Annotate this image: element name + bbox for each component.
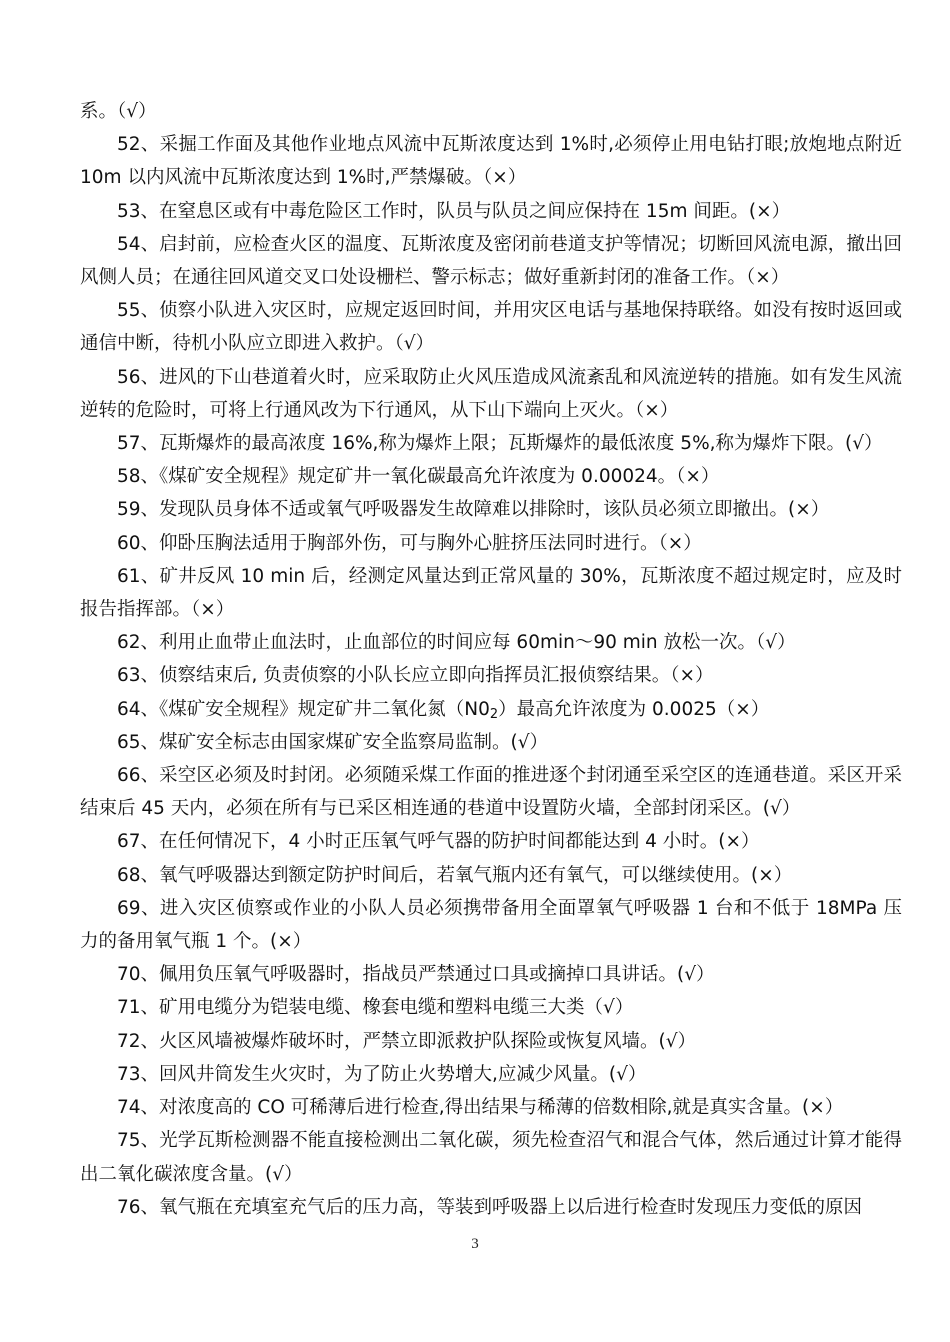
paragraph-72: 72、火区风墙被爆炸破坏时，严禁立即派救护队探险或恢复风墙。(√） bbox=[117, 1030, 697, 1052]
paragraph-65: 65、煤矿安全标志由国家煤矿安全监察局监制。(√） bbox=[117, 731, 549, 753]
paragraph-70: 70、佩用负压氧气呼吸器时，指战员严禁通过口具或摘掉口具讲话。(√） bbox=[117, 964, 715, 986]
paragraph-63: 63、侦察结束后, 负责侦察的小队长应立即向指挥员汇报侦察结果。（×） bbox=[117, 665, 714, 687]
paragraph-69: 69、进入灾区侦察或作业的小队人员必须携带备用全面罩氧气呼吸器 1 台和不低于 18MPa 压力的备用氧气瓶 1 个。(×） bbox=[80, 897, 902, 953]
paragraph-62: 62、利用止血带止血法时，止血部位的时间应每 60min～90 min 放松一次。（√） bbox=[117, 632, 796, 654]
paragraph-53: 53、在窒息区或有中毒危险区工作时，队员与队员之间应保持在 15m 间距。(×） bbox=[117, 200, 791, 222]
paragraph-64-text-before: 64、《煤矿安全规程》规定矿井二氧化氮（N0 bbox=[117, 698, 490, 720]
paragraph-68: 68、氧气呼吸器达到额定防护时间后，若氧气瓶内还有氧气，可以继续使用。(×） bbox=[117, 864, 793, 886]
paragraph-64-text-after: ）最高允许浓度为 0.0025（×） bbox=[498, 698, 770, 720]
paragraph-52: 52、采掘工作面及其他作业地点风流中瓦斯浓度达到 1%时,必须停止用电钻打眼;放炮地点附近 10m 以内风流中瓦斯浓度达到 1%时,严禁爆破。（×） bbox=[80, 134, 902, 189]
paragraph-57: 57、瓦斯爆炸的最高浓度 16%,称为爆炸上限；瓦斯爆炸的最低浓度 5%,称为爆炸下限。(√） bbox=[117, 433, 883, 455]
paragraph-66: 66、采空区必须及时封闭。必须随采煤工作面的推进逐个封闭通至采空区的连通巷道。采区开采结束后 45 天内，必须在所有与已采区相连通的巷道中设置防火墙，全部封闭采区。(√） bbox=[80, 765, 902, 820]
paragraph-54: 54、启封前，应检查火区的温度、瓦斯浓度及密闭前巷道支护等情况；切断回风流电源，撤出回风侧人员；在通往回风道交叉口处设栅栏、警示标志；做好重新封闭的准备工作。（×） bbox=[80, 233, 902, 289]
paragraph-73: 73、回风井筒发生火灾时，为了防止火势增大,应减少风量。(√） bbox=[117, 1063, 647, 1085]
paragraph-67: 67、在任何情况下，4 小时正压氧气呼气器的防护时间都能达到 4 小时。(×） bbox=[117, 831, 760, 853]
page-number: 3 bbox=[471, 1236, 479, 1252]
paragraph-58: 58、《煤矿安全规程》规定矿井一氧化碳最高允许浓度为 0.00024。（×） bbox=[117, 466, 720, 488]
paragraph-55: 55、侦察小队进入灾区时，应规定返回时间，并用灾区电话与基地保持联络。如没有按时返回或通信中断，待机小队应立即进入救护。（√） bbox=[80, 300, 902, 355]
paragraph-56: 56、进风的下山巷道着火时，应采取防止火风压造成风流紊乱和风流逆转的措施。如有发生风流逆转的危险时，可将上行通风改为下行通风，从下山下端向上灭火。（×） bbox=[80, 366, 902, 421]
paragraph-75: 75、光学瓦斯检测器不能直接检测出二氧化碳，须先检查沼气和混合气体，然后通过计算才能得出二氧化碳浓度含量。(√） bbox=[80, 1130, 902, 1185]
paragraph-71: 71、矿用电缆分为铠装电缆、橡套电缆和塑料电缆三大类（√） bbox=[117, 997, 634, 1019]
paragraph-76: 76、氧气瓶在充填室充气后的压力高，等装到呼吸器上以后进行检查时发现压力变低的原因 bbox=[117, 1196, 863, 1218]
paragraph-59: 59、发现队员身体不适或氧气呼吸器发生故障难以排除时，该队员必须立即撤出。(×） bbox=[117, 499, 830, 521]
paragraph-64-subscript: 2 bbox=[489, 706, 499, 722]
document-body bbox=[80, 95, 902, 1224]
paragraph-60: 60、仰卧压胸法适用于胸部外伤，可与胸外心脏挤压法同时进行。（×） bbox=[117, 532, 702, 554]
paragraph-51-continuation: 系。（√） bbox=[80, 101, 157, 122]
paragraph-64 bbox=[80, 693, 902, 726]
paragraph-61: 61、矿井反风 10 min 后，经测定风量达到正常风量的 30%，瓦斯浓度不超过规定时，应及时报告指挥部。（×） bbox=[80, 565, 902, 621]
paragraph-74: 74、对浓度高的 CO 可稀薄后进行检查,得出结果与稀薄的倍数相除,就是真实含量。(×） bbox=[117, 1097, 844, 1119]
